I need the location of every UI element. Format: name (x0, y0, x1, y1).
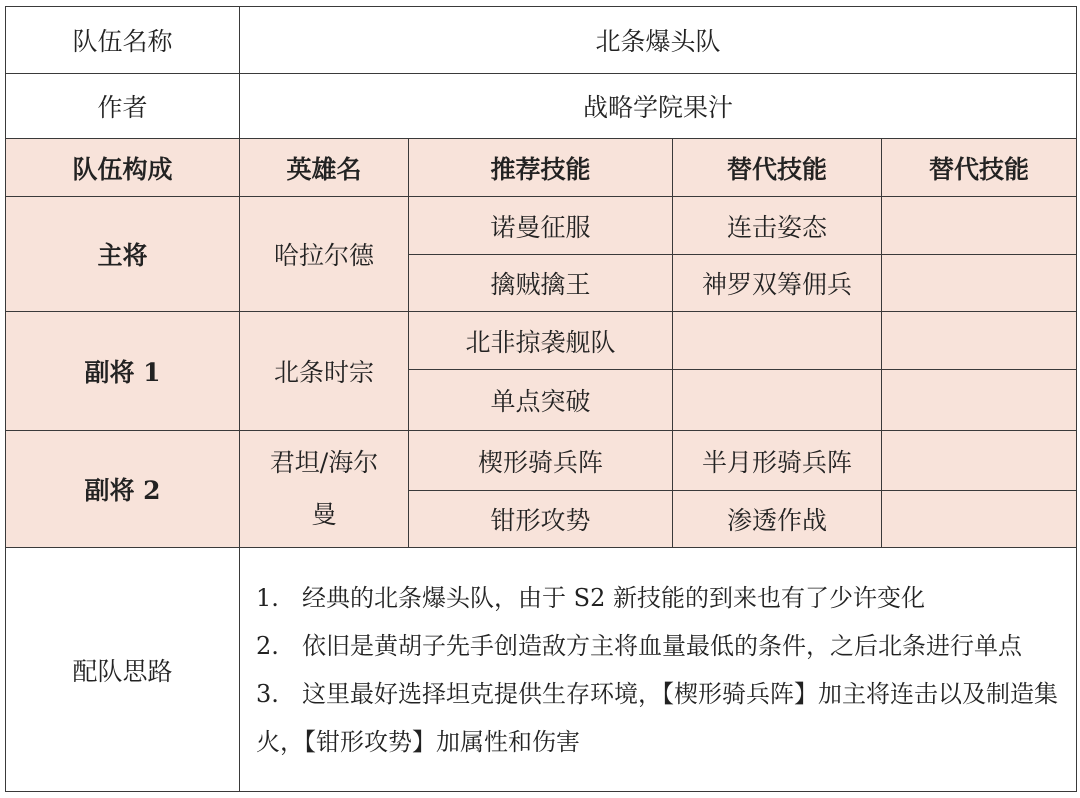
team-table (5, 6, 1077, 792)
alt-skill-2 (882, 431, 1077, 491)
author-label: 作者 (6, 74, 240, 139)
table-row (6, 431, 1077, 491)
alt-skill-1 (673, 370, 882, 431)
header-alt-skill-2: 替代技能 (882, 139, 1077, 197)
table-row (6, 312, 1077, 370)
team-lineup-document (5, 6, 1077, 792)
author-value: 战略学院果汁 (240, 74, 1077, 139)
role-vice-general-1: 副将 1 (6, 312, 240, 431)
alt-skill-2 (882, 312, 1077, 370)
alt-skill-2 (882, 197, 1077, 255)
alt-skill-1: 渗透作战 (673, 491, 882, 548)
hero-name: 北条时宗 (240, 312, 409, 431)
header-alt-skill-1: 替代技能 (673, 139, 882, 197)
table-row (6, 197, 1077, 255)
alt-skill-1: 连击姿态 (673, 197, 882, 255)
idea-item (256, 622, 1062, 670)
idea-text: 经典的北条爆头队，由于 S2 新技能的到来也有了少许变化 (302, 583, 925, 612)
hero-name: 哈拉尔德 (240, 197, 409, 312)
idea-text: 依旧是黄胡子先手创造敌方主将血量最低的条件，之后北条进行单点 (302, 631, 1022, 660)
idea-number: 1. (256, 583, 279, 612)
hero-name: 君坦/海尔曼 (240, 431, 409, 548)
team-name-row (6, 7, 1077, 74)
recommended-skill: 楔形骑兵阵 (409, 431, 673, 491)
team-name-label: 队伍名称 (6, 7, 240, 74)
header-hero: 英雄名 (240, 139, 409, 197)
recommended-skill: 诺曼征服 (409, 197, 673, 255)
header-recommended-skill: 推荐技能 (409, 139, 673, 197)
idea-item (256, 670, 1062, 766)
role-vice-general-2: 副将 2 (6, 431, 240, 548)
idea-number: 3. (256, 679, 279, 708)
alt-skill-1 (673, 312, 882, 370)
recommended-skill: 北非掠袭舰队 (409, 312, 673, 370)
recommended-skill: 单点突破 (409, 370, 673, 431)
alt-skill-2 (882, 370, 1077, 431)
header-row (6, 139, 1077, 197)
author-row (6, 74, 1077, 139)
idea-number: 2. (256, 631, 279, 660)
team-idea-content (240, 548, 1077, 792)
team-name-value: 北条爆头队 (240, 7, 1077, 74)
team-idea-row (6, 548, 1077, 792)
header-composition: 队伍构成 (6, 139, 240, 197)
recommended-skill: 钳形攻势 (409, 491, 673, 548)
team-idea-label: 配队思路 (6, 548, 240, 792)
alt-skill-1: 神罗双筹佣兵 (673, 255, 882, 312)
alt-skill-1: 半月形骑兵阵 (673, 431, 882, 491)
recommended-skill: 擒贼擒王 (409, 255, 673, 312)
idea-text: 这里最好选择坦克提供生存环境，【楔形骑兵阵】加主将连击以及制造集火，【钳形攻势】加属性和伤害 (256, 679, 1058, 756)
alt-skill-2 (882, 491, 1077, 548)
idea-item (256, 574, 1062, 622)
alt-skill-2 (882, 255, 1077, 312)
role-main-general: 主将 (6, 197, 240, 312)
